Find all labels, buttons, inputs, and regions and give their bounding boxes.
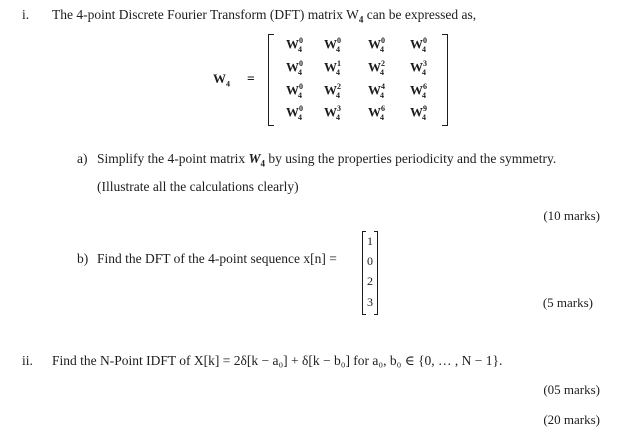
matrix-right-bracket [442,34,448,126]
vector-entry: 0 [367,254,373,268]
matrix-subscript: 4 [336,44,340,54]
matrix-lhs [213,71,230,89]
matrix-exponent: 3 [423,59,427,68]
matrix-subscript: 4 [336,90,340,100]
matrix-cell: $W^0_4$ [286,59,303,77]
matrix-subscript: 4 [336,112,340,122]
matrix-cell: $W^4_4$ [368,82,385,100]
matrix-exponent: 0 [337,36,341,45]
total-marks: (20 marks) [543,412,600,427]
matrix-subscript: 4 [422,67,426,77]
matrix-subscript: 4 [422,90,426,100]
matrix-exponent: 6 [381,104,385,113]
question-1-intro-text: The 4-point Discrete Fourier Transform (DFT) matrix W [52,7,359,22]
part-b-marks: (5 marks) [542,295,593,310]
part-a-text-1: Simplify the 4-point matrix [97,151,249,166]
part-a-label: a) [77,151,88,166]
vector-entry: 1 [367,234,373,248]
question-2-marks: (05 marks) [543,382,600,397]
part-a-marks: (10 marks) [543,208,600,223]
question-1-intro-subscript: 4 [358,14,364,25]
part-b-label: b) [77,251,89,266]
matrix-exponent: 0 [299,36,303,45]
matrix-exponent: 0 [381,36,385,45]
part-a-bold: $W_4$ [248,151,266,169]
matrix-exponent: 0 [299,104,303,113]
matrix-cell: $W^0_4$ [368,36,385,54]
matrix-subscript: 4 [380,112,384,122]
matrix-cell: $W^6_4$ [368,104,385,122]
part-a-text-2: by using the properties periodicity and the symmetry. [265,151,557,166]
matrix-cell: $W^3_4$ [324,104,341,122]
matrix-cell: $W^9_4$ [410,104,427,122]
question-2-text: Find the N-Point IDFT of X[k] = 2δ[k − a₀] + δ[k − b₀] for a₀, b₀ ∈ {0, … , N − 1}. [52,353,503,368]
matrix-lhs-symbol: W [213,71,226,86]
matrix-exponent: 4 [381,82,385,91]
matrix-cell: $W^2_4$ [324,82,341,100]
matrix-exponent: 0 [423,36,427,45]
matrix-subscript: 4 [422,112,426,122]
question-1-intro-end: can be expressed as, [363,7,477,22]
vector-entry: 2 [367,274,373,288]
matrix-subscript: 4 [298,112,302,122]
matrix-equals: = [247,71,255,86]
matrix-exponent: 0 [299,59,303,68]
matrix-cell: $W^2_4$ [368,59,385,77]
matrix-exponent: 2 [337,82,341,91]
part-b-text: Find the DFT of the 4-point sequence x[n] = [97,251,337,266]
dft-matrix [268,34,448,126]
matrix-cell: $W^3_4$ [410,59,427,77]
matrix-left-bracket [268,34,274,126]
part-a-text [97,151,556,169]
matrix-cell: $W^0_4$ [324,36,341,54]
matrix-exponent: 0 [299,82,303,91]
part-a-line2: (Illustrate all the calculations clearly) [97,179,299,194]
matrix-exponent: 2 [381,59,385,68]
matrix-subscript: 4 [298,67,302,77]
matrix-subscript: 4 [380,67,384,77]
matrix-subscript: 4 [380,44,384,54]
matrix-cell: $W^0_4$ [286,36,303,54]
matrix-exponent: 1 [337,59,341,68]
matrix-exponent: 3 [337,104,341,113]
question-1-number: i. [22,7,30,22]
matrix-exponent: 9 [423,104,427,113]
sequence-vector [362,231,378,315]
matrix-subscript: 4 [380,90,384,100]
matrix-lhs-subscript: 4 [226,79,230,89]
matrix-cell: $W^0_4$ [286,82,303,100]
matrix-subscript: 4 [336,67,340,77]
question-1-intro [52,7,476,25]
vector-entry: 3 [367,295,373,309]
matrix-subscript: 4 [298,90,302,100]
matrix-cell: $W^0_4$ [410,36,427,54]
matrix-cell: $W^6_4$ [410,82,427,100]
matrix-cell: $W^0_4$ [286,104,303,122]
matrix-cell: $W^1_4$ [324,59,341,77]
matrix-subscript: 4 [422,44,426,54]
question-2-number: ii. [22,353,33,368]
matrix-exponent: 6 [423,82,427,91]
matrix-subscript: 4 [298,44,302,54]
